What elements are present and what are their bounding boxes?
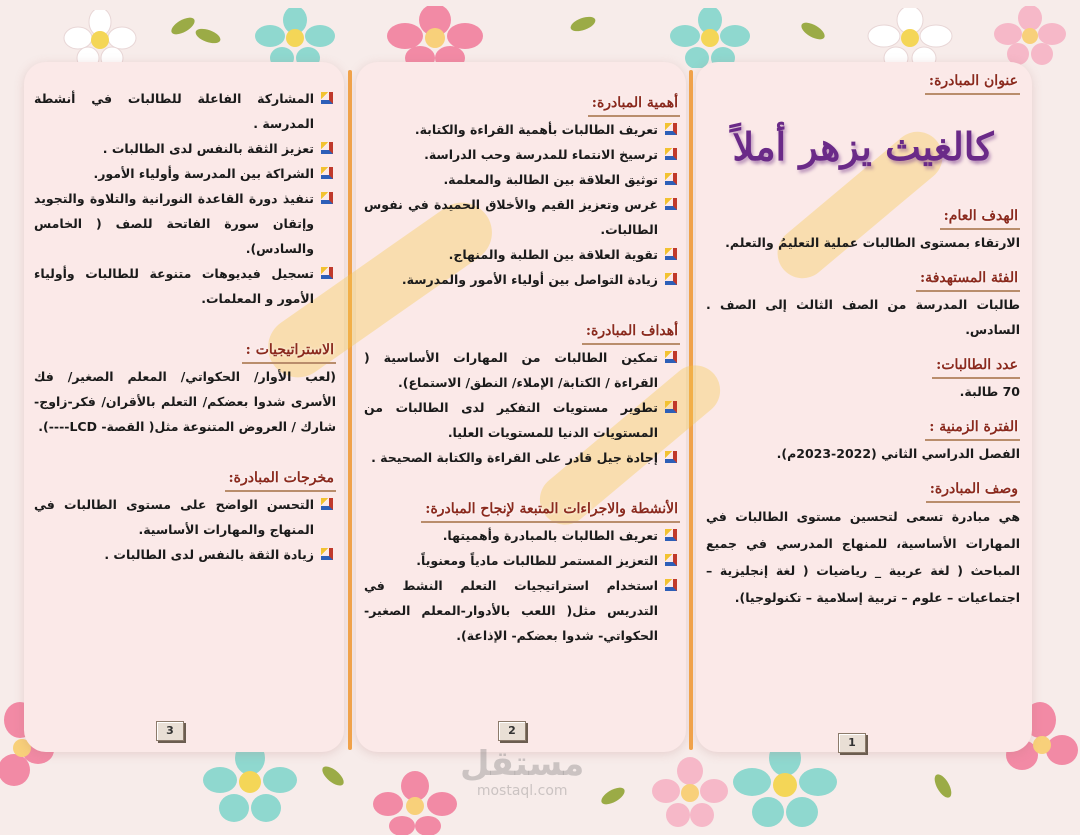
list-item: الشراكة بين المدرسة وأولياء الأمور. [34,161,336,186]
leaf-decoration [569,14,598,34]
watermark-logo: مستقل [460,744,585,784]
goal-heading: الهدف العام: [940,205,1020,230]
flower-decoration [860,8,960,68]
list-item: استخدام استراتيجيات التعلم النشط في التدريس مثل( اللعب بالأدوار-المعلم الصغير- الحكواتي- شدوا بعضكم- الإذاعة). [364,573,680,648]
arrow-bullet-icon [665,273,677,285]
list-item: تنفيذ دورة القاعدة النورانية والتلاوة والتجويد وإتقان سورة الفاتحة للصف ( الخامس والسادس). [34,186,336,261]
list-item: تقوية العلاقة بين الطلبة والمنهاج. [364,242,680,267]
arrow-bullet-icon [665,198,677,210]
arrow-bullet-icon [665,554,677,566]
list-item: تمكين الطالبات من المهارات الأساسية ( القراءة / الكتابة/ الإملاء/ النطق/ الاستماع). [364,345,680,395]
page-number: 1 [838,733,866,753]
importance-list [364,117,680,292]
count-text: 70 طالبة. [959,384,1020,399]
panel-1-content [706,68,1020,611]
list-item: التعزيز المستمر للطالبات مادياً ومعنوياً. [364,548,680,573]
period-text: الفصل الدراسي الثاني (2022-2023م). [776,446,1020,461]
list-item: إجادة جيل قادر على القراءة والكتابة الصحيحة . [364,445,680,470]
benefits-list [34,86,336,311]
objectives-list [364,345,680,470]
list-item: التحسن الواضح على مستوى الطالبات في المنهاج والمهارات الأساسية. [34,492,336,542]
importance-heading: أهمية المبادرة: [588,92,680,117]
flower-decoration [650,755,730,835]
list-item: زيادة التواصل بين أولياء الأمور والمدرسة. [364,267,680,292]
list-item: المشاركة الفاعلة للطالبات في أنشطة المدرسة . [34,86,336,136]
flower-decoration [380,6,490,66]
list-item: زيادة الثقة بالنفس لدى الطالبات . [34,542,336,567]
arrow-bullet-icon [665,173,677,185]
arrow-bullet-icon [321,167,333,179]
goal-text: الارتقاء بمستوى الطالبات عملية التعليمُ والتعلم. [725,235,1020,250]
arrow-bullet-icon [665,351,677,363]
list-item: توثيق العلاقة بين الطالبة والمعلمة. [364,167,680,192]
panel-2-content [364,90,680,648]
initiative-title: كالغيث يزهر أملاً [732,124,994,169]
strategies-heading: الاستراتيجيات : [242,339,336,364]
watermark-url: mostaql.com [476,783,568,799]
arrow-bullet-icon [665,123,677,135]
arrow-bullet-icon [665,401,677,413]
description-heading: وصف المبادرة: [926,478,1020,503]
arrow-bullet-icon [665,148,677,160]
site-watermark [460,745,584,799]
arrow-bullet-icon [321,548,333,560]
flower-decoration [60,10,140,70]
panel-divider [348,70,352,750]
list-item: تعزيز الثقة بالنفس لدى الطالبات . [34,136,336,161]
count-heading: عدد الطالبات: [932,354,1020,379]
leaf-decoration [931,772,954,801]
leaf-decoration [169,14,198,37]
leaf-decoration [599,784,628,807]
flower-decoration [990,6,1070,66]
list-item: تسجيل فيديوهات متنوعة للطالبات وأولياء الأمور و المعلمات. [34,261,336,311]
flower-decoration [200,740,300,830]
description-text: هي مبادرة تسعى لتحسين مستوى الطالبات في المهارات الأساسية، للمنهاج المدرسي في جميع المباحث ( لغة عربية _ رياضيات ( لغة إنجليزية – اجتماعيات – علوم – تربية إسلامية – تكنولوجيا). [706,509,1020,605]
leaf-decoration [319,763,347,789]
target-text: طالبات المدرسة من الصف الثالث إلى الصف . السادس. [706,297,1020,337]
list-item: غرس وتعزيز القيم والأخلاق الحميدة في نفوس الطالبات. [364,192,680,242]
arrow-bullet-icon [321,92,333,104]
flower-decoration [730,740,840,835]
leaf-decoration [194,26,223,46]
title-heading: عنوان المبادرة: [925,70,1020,95]
arrow-bullet-icon [321,498,333,510]
flower-decoration [250,8,340,68]
list-item: ترسيخ الانتماء للمدرسة وحب الدراسة. [364,142,680,167]
objectives-heading: أهداف المبادرة: [582,320,680,345]
activities-heading: الأنشطة والاجراءات المتبعة لإنجاح المبادرة: [421,498,680,523]
arrow-bullet-icon [321,267,333,279]
leaf-decoration [799,19,828,42]
list-item: تعريف الطالبات بالمبادرة وأهميتها. [364,523,680,548]
flower-decoration [665,8,755,68]
arrow-bullet-icon [665,529,677,541]
target-heading: الفئة المستهدفة: [916,267,1020,292]
arrow-bullet-icon [665,248,677,260]
period-heading: الفترة الزمنية : [925,416,1020,441]
arrow-bullet-icon [321,192,333,204]
outputs-list [34,492,336,567]
page-number: 2 [498,721,526,741]
panel-3-content [34,86,336,567]
outputs-heading: مخرجات المبادرة: [225,467,336,492]
list-item: تعريف الطالبات بأهمية القراءة والكتابة. [364,117,680,142]
arrow-bullet-icon [321,142,333,154]
activities-list [364,523,680,648]
strategies-text: (لعب الأوار/ الحكواتي/ المعلم الصغير/ فك الأسرى شدوا بعضكم/ التعلم بالأقران/ فكر-زاوج-شارك / العروض المتنوعة مثل( القصة- LCD----). [34,369,336,434]
list-item: تطوير مستويات التفكير لدى الطالبات من المستويات الدنيا للمستويات العليا. [364,395,680,445]
arrow-bullet-icon [665,579,677,591]
flower-decoration [370,770,460,835]
arrow-bullet-icon [665,451,677,463]
page-number: 3 [156,721,184,741]
